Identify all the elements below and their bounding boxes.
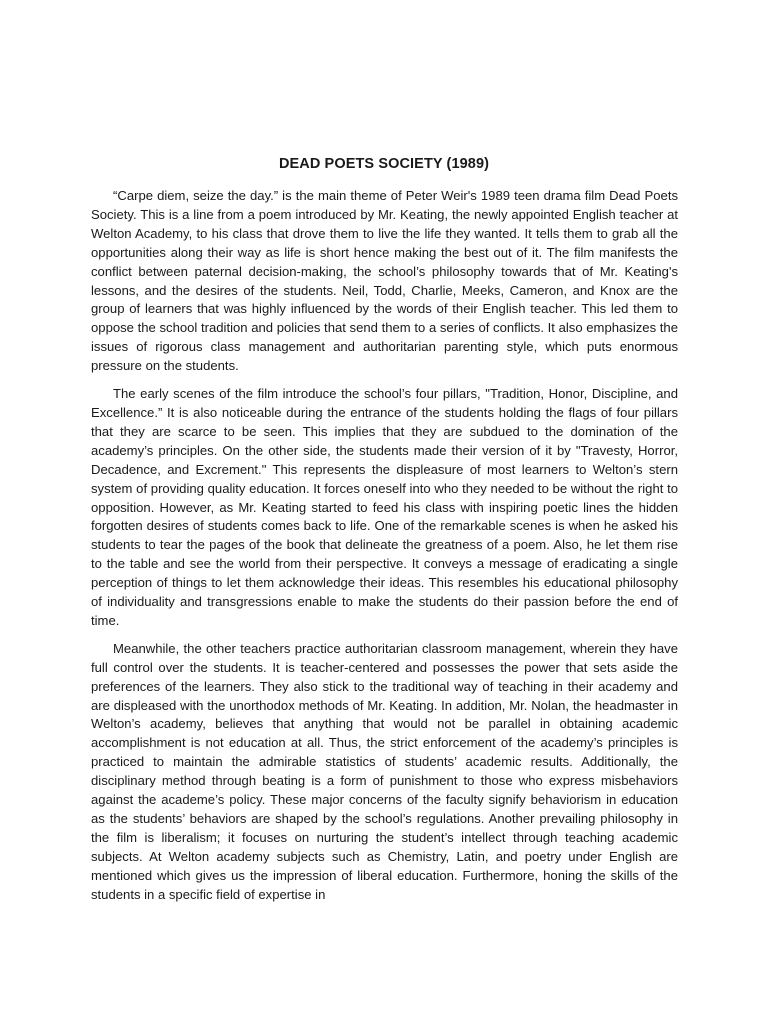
document-title: DEAD POETS SOCIETY (1989) <box>278 156 490 172</box>
document-body <box>91 187 678 914</box>
paragraph-2: The early scenes of the film introduce the school’s four pillars, "Tradition, Honor, Discipline, and Excellence.” It is also noticeable during the entrance of the students holding the flags of four pillars that they are scarce to be seen. This implies that they are subdued to the domination of the academy’s principles. On the other side, the students made their version of it by "Travesty, Horror, Decadence, and Excrement." This represents the displeasure of most learners to Welton’s stern system of providing quality education. It forces oneself into who they needed to be without the right to opposition. However, as Mr. Keating started to feed his class with inspiring poetic lines the hidden forgotten desires of students comes back to life. One of the remarkable scenes is when he asked his students to tear the pages of the book that delineate the greatness of a poem. Also, he let them rise to the table and see the world from their perspective. It conveys a message of eradicating a single perception of things to let them acknowledge their ideas. This resembles his educational philosophy of individuality and transgressions enable to make the students do their passion before the end of time. <box>91 386 678 628</box>
paragraph-3: Meanwhile, the other teachers practice authoritarian classroom management, wherein they have full control over the students. It is teacher-centered and possesses the power that sets aside the preferences of the learners. They also stick to the traditional way of teaching in their academy and are displeased with the unorthodox methods of Mr. Keating. In addition, Mr. Nolan, the headmaster in Welton’s academy, believes that anything that would not be parallel in obtaining academic accomplishment is not education at all. Thus, the strict enforcement of the academy’s principles is practiced to maintain the admirable statistics of students’ academic results. Additionally, the disciplinary method through beating is a form of punishment to those who express misbehaviors against the academe’s policy. These major concerns of the faculty signify behaviorism in education as the students’ behaviors are shaped by the school’s regulations. Another prevailing philosophy in the film is liberalism; it focuses on nurturing the student’s intellect through teaching academic subjects. At Welton academy subjects such as Chemistry, Latin, and poetry under English are mentioned which gives us the impression of liberal education. Furthermore, honing the skills of the students in a specific field of expertise in <box>91 640 678 902</box>
paragraph-1: “Carpe diem, seize the day.” is the main theme of Peter Weir's 1989 teen drama film Dead Poets Society. This is a line from a poem introduced by Mr. Keating, the newly appointed English teacher at Welton Academy, to his class that drove them to live the life they wanted. It tells them to grab all the opportunities along their way as life is short hence making the best out of it. The film manifests the conflict between paternal decision-making, the school’s philosophy towards that of Mr. Keating's lessons, and the desires of the students. Neil, Todd, Charlie, Meeks, Cameron, and Knox are the group of learners that was highly influenced by the words of their English teacher. This led them to oppose the school tradition and policies that send them to a series of conflicts. It also emphasizes the issues of rigorous class management and authoritarian parenting style, which puts enormous pressure on the students. <box>91 188 678 374</box>
